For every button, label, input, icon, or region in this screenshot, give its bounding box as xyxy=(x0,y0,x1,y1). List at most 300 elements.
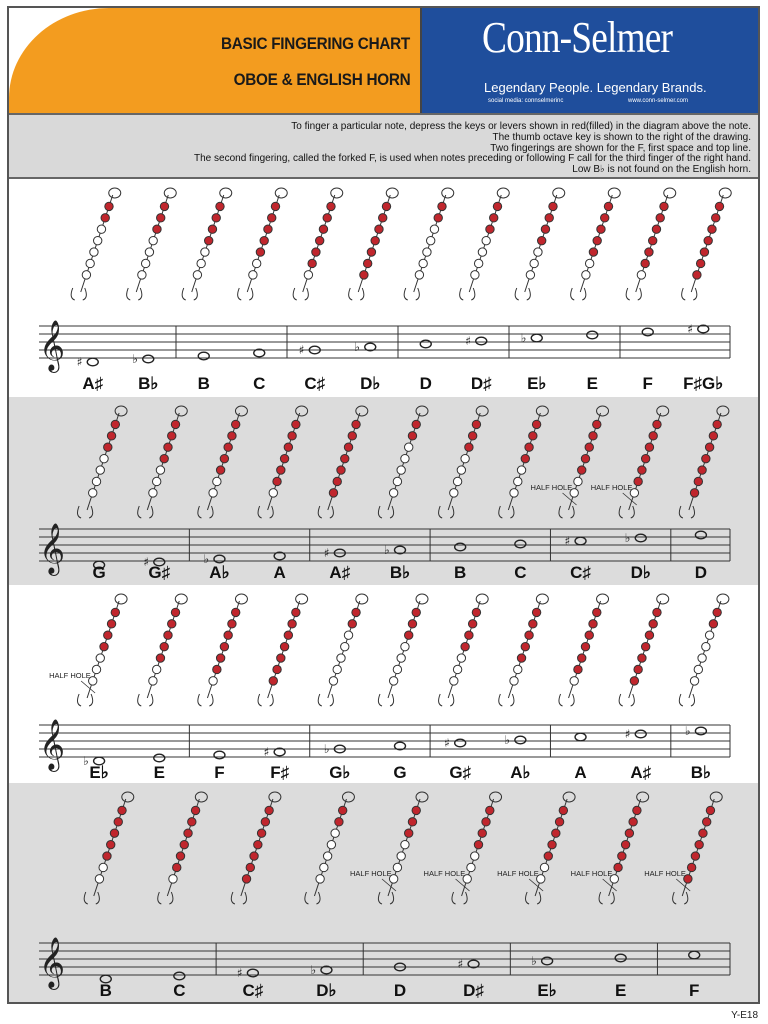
tone-hole-key xyxy=(329,677,337,685)
tone-hole-key xyxy=(690,677,698,685)
note-name-label: C xyxy=(173,981,186,1000)
pinky-lever xyxy=(673,892,677,904)
tone-hole-key xyxy=(430,225,438,233)
tone-hole-key xyxy=(641,454,649,462)
fingering-diagram xyxy=(198,594,248,706)
tone-hole-key xyxy=(514,665,522,673)
note-head xyxy=(689,951,700,959)
tone-hole-key xyxy=(209,489,217,497)
tone-hole-key xyxy=(490,214,498,222)
tone-hole-key xyxy=(327,840,335,848)
tone-hole-key xyxy=(574,477,582,485)
tone-hole-key xyxy=(152,665,160,673)
tone-hole-key xyxy=(111,608,119,616)
note-head xyxy=(575,733,586,741)
tone-hole-key xyxy=(532,608,540,616)
tone-hole-key xyxy=(379,214,387,222)
note-name-label: E♭ xyxy=(89,763,109,782)
note-name-label: B♭ xyxy=(138,374,159,393)
octave-key-icon xyxy=(553,188,565,198)
accidental-sign: ♭ xyxy=(531,954,537,968)
tone-hole-key xyxy=(111,420,119,428)
fingering-diagram xyxy=(460,188,510,300)
tone-hole-key xyxy=(468,620,476,628)
note-head xyxy=(515,736,526,744)
tone-hole-key xyxy=(450,677,458,685)
pinky-lever xyxy=(378,892,382,904)
pinky-lever xyxy=(631,694,635,706)
tone-hole-key xyxy=(393,477,401,485)
tone-hole-key xyxy=(180,840,188,848)
tone-hole-key xyxy=(482,236,490,244)
note-head xyxy=(476,337,487,345)
fingering-diagram xyxy=(559,594,609,706)
note-name-label: C♯ xyxy=(570,563,591,582)
tone-hole-key xyxy=(315,236,323,244)
octave-key-icon xyxy=(235,406,247,416)
pinky-lever xyxy=(89,506,93,518)
accidental-sign: ♯ xyxy=(76,355,83,369)
tone-hole-key xyxy=(693,271,701,279)
tone-hole-key xyxy=(405,829,413,837)
tone-hole-key xyxy=(89,489,97,497)
tone-hole-key xyxy=(228,432,236,440)
tone-hole-key xyxy=(118,806,126,814)
pinky-lever xyxy=(258,506,262,518)
tone-hole-key xyxy=(545,214,553,222)
tone-hole-key xyxy=(319,225,327,233)
note-head xyxy=(635,730,646,738)
tone-hole-key xyxy=(510,489,518,497)
octave-key-icon xyxy=(710,792,722,802)
tone-hole-key xyxy=(712,214,720,222)
pinky-lever xyxy=(249,288,253,300)
tone-hole-key xyxy=(338,806,346,814)
fingering-diagram xyxy=(499,594,549,706)
accidental-sign: ♯ xyxy=(465,334,472,348)
tone-hole-key xyxy=(103,852,111,860)
pinky-lever xyxy=(182,288,186,300)
tone-hole-key xyxy=(224,443,232,451)
pinky-lever xyxy=(464,892,468,904)
tone-hole-key xyxy=(702,454,710,462)
half-hole-label: HALF HOLE xyxy=(497,869,539,878)
octave-key-icon xyxy=(717,594,729,604)
fingering-diagram xyxy=(531,406,609,518)
note-name-label: D♭ xyxy=(316,981,337,1000)
tone-hole-key xyxy=(401,840,409,848)
tone-hole-key xyxy=(423,248,431,256)
tone-hole-key xyxy=(593,420,601,428)
note-name-label: F xyxy=(689,981,700,1000)
note-head xyxy=(575,537,586,545)
pinky-lever xyxy=(305,892,309,904)
tone-hole-key xyxy=(450,489,458,497)
treble-clef-icon: 𝄞 xyxy=(39,523,66,574)
tone-hole-key xyxy=(544,852,552,860)
octave-key-icon xyxy=(115,594,127,604)
octave-key-icon xyxy=(442,188,454,198)
tone-hole-key xyxy=(252,259,260,267)
title-panel xyxy=(9,8,422,113)
tone-hole-key xyxy=(160,202,168,210)
note-head xyxy=(695,727,706,735)
pinky-lever xyxy=(416,288,420,300)
tone-hole-key xyxy=(153,225,161,233)
octave-key-icon xyxy=(275,188,287,198)
tone-hole-key xyxy=(517,466,525,474)
pinky-lever xyxy=(611,892,615,904)
octave-key-icon xyxy=(563,792,575,802)
fingering-diagram xyxy=(138,406,188,518)
fingering-diagram xyxy=(158,792,208,904)
tone-hole-key xyxy=(645,631,653,639)
accidental-sign: ♯ xyxy=(624,727,631,741)
tone-hole-key xyxy=(625,829,633,837)
tone-hole-key xyxy=(389,489,397,497)
tone-hole-key xyxy=(397,654,405,662)
chart-subtitle: OBOE & ENGLISH HORN xyxy=(233,70,410,89)
tone-hole-key xyxy=(438,202,446,210)
tone-hole-key xyxy=(393,863,401,871)
octave-key-icon xyxy=(637,792,649,802)
note-name-label: G♯ xyxy=(449,763,472,782)
tone-hole-key xyxy=(389,677,397,685)
note-name-label: A♯ xyxy=(630,763,652,782)
fingering-row-graphic xyxy=(9,585,760,783)
tone-hole-key xyxy=(96,466,104,474)
tone-hole-key xyxy=(173,863,181,871)
note-name-label: E xyxy=(153,763,165,782)
tone-hole-key xyxy=(585,259,593,267)
note-head xyxy=(531,334,542,342)
tone-hole-key xyxy=(397,852,405,860)
tone-hole-key xyxy=(100,642,108,650)
octave-key-icon xyxy=(476,406,488,416)
tone-hole-key xyxy=(277,654,285,662)
tone-hole-key xyxy=(699,829,707,837)
tone-hole-key xyxy=(549,202,557,210)
tone-hole-key xyxy=(570,677,578,685)
tone-hole-key xyxy=(525,443,533,451)
tone-hole-key xyxy=(698,654,706,662)
octave-key-icon xyxy=(175,406,187,416)
note-head xyxy=(198,352,209,360)
fingering-diagram xyxy=(679,406,729,518)
pinky-lever xyxy=(526,892,530,904)
pinky-lever xyxy=(243,892,247,904)
tone-hole-key xyxy=(434,214,442,222)
fingering-chart-sheet xyxy=(7,6,760,1004)
fingering-row-graphic xyxy=(9,783,760,1004)
instruction-line: The thumb octave key is shown to the right of the drawing. xyxy=(492,131,751,143)
tone-hole-key xyxy=(260,236,268,244)
pinky-lever xyxy=(571,288,575,300)
tone-hole-key xyxy=(95,875,103,883)
tone-hole-key xyxy=(246,863,254,871)
accidental-sign: ♯ xyxy=(323,546,330,560)
tone-hole-key xyxy=(618,852,626,860)
octave-key-icon xyxy=(416,792,428,802)
tone-hole-key xyxy=(242,875,250,883)
treble-clef-icon: 𝄞 xyxy=(39,719,66,770)
social-handle: social media: connselmerinc xyxy=(488,98,564,104)
tone-hole-key xyxy=(649,432,657,440)
tone-hole-key xyxy=(405,443,413,451)
tone-hole-key xyxy=(191,806,199,814)
tone-hole-key xyxy=(695,840,703,848)
tone-hole-key xyxy=(585,443,593,451)
tone-hole-key xyxy=(352,420,360,428)
accidental-sign: ♯ xyxy=(687,322,694,336)
tone-hole-key xyxy=(694,477,702,485)
tone-hole-key xyxy=(457,466,465,474)
half-hole-label: HALF HOLE xyxy=(590,483,633,492)
octave-key-icon xyxy=(356,406,368,416)
tone-hole-key xyxy=(367,248,375,256)
pinky-lever xyxy=(537,892,541,904)
tone-hole-key xyxy=(212,214,220,222)
fingering-diagram xyxy=(231,792,281,904)
fingering-row-3 xyxy=(9,585,758,783)
tone-hole-key xyxy=(348,620,356,628)
octave-key-icon xyxy=(476,594,488,604)
tone-hole-key xyxy=(99,863,107,871)
tone-hole-key xyxy=(521,642,529,650)
note-name-label: D♯ xyxy=(470,374,492,393)
octave-key-icon xyxy=(342,792,354,802)
tone-hole-key xyxy=(104,631,112,639)
fingering-diagram xyxy=(127,188,177,300)
fingering-diagram xyxy=(318,406,368,518)
pinky-lever xyxy=(559,694,563,706)
octave-key-icon xyxy=(664,188,676,198)
tone-hole-key xyxy=(288,620,296,628)
fingering-diagram xyxy=(198,406,248,518)
tone-hole-key xyxy=(581,454,589,462)
tone-hole-key xyxy=(329,489,337,497)
tone-hole-key xyxy=(352,608,360,616)
note-name-label: E xyxy=(586,374,598,393)
tone-hole-key xyxy=(621,840,629,848)
tone-hole-key xyxy=(465,443,473,451)
fingering-diagram xyxy=(439,594,489,706)
half-hole-label: HALF HOLE xyxy=(644,869,686,878)
note-head xyxy=(455,543,466,551)
octave-key-icon xyxy=(657,406,669,416)
tone-hole-key xyxy=(581,642,589,650)
tone-hole-key xyxy=(702,818,710,826)
tone-hole-key xyxy=(653,608,661,616)
accidental-sign: ♯ xyxy=(298,343,305,357)
fingering-diagram xyxy=(515,188,565,300)
tone-hole-key xyxy=(397,466,405,474)
accidental-sign: ♭ xyxy=(310,963,317,977)
octave-key-icon xyxy=(386,188,398,198)
pinky-lever xyxy=(450,694,454,706)
tone-hole-key xyxy=(656,214,664,222)
tone-hole-key xyxy=(344,631,352,639)
pinky-lever xyxy=(571,694,575,706)
brand-tagline: Legendary People. Legendary Brands. xyxy=(484,80,707,95)
tone-hole-key xyxy=(261,818,269,826)
tone-hole-key xyxy=(604,202,612,210)
pinky-lever xyxy=(318,506,322,518)
tone-hole-key xyxy=(171,420,179,428)
note-head xyxy=(214,555,225,563)
note-head xyxy=(542,957,553,965)
tone-hole-key xyxy=(156,466,164,474)
tone-hole-key xyxy=(250,852,258,860)
pinky-lever xyxy=(378,694,382,706)
tone-hole-key xyxy=(280,454,288,462)
tone-hole-key xyxy=(645,443,653,451)
tone-hole-key xyxy=(327,202,335,210)
note-head xyxy=(87,358,98,366)
note-name-label: G♯ xyxy=(148,563,171,582)
tone-hole-key xyxy=(164,631,172,639)
fingering-diagram xyxy=(424,792,502,904)
pinky-lever xyxy=(127,288,131,300)
tone-hole-key xyxy=(457,654,465,662)
pinky-lever xyxy=(238,288,242,300)
tone-hole-key xyxy=(482,818,490,826)
octave-key-icon xyxy=(296,594,308,604)
pinky-lever xyxy=(84,892,88,904)
tone-hole-key xyxy=(537,236,545,244)
note-name-label: F♯ xyxy=(270,763,290,782)
tone-hole-key xyxy=(468,432,476,440)
accidental-sign: ♭ xyxy=(323,742,330,756)
tone-hole-key xyxy=(597,225,605,233)
pinky-lever xyxy=(450,506,454,518)
pinky-lever xyxy=(599,892,603,904)
tone-hole-key xyxy=(82,271,90,279)
note-name-label: B xyxy=(454,563,467,582)
tone-hole-key xyxy=(637,271,645,279)
octave-key-icon xyxy=(195,792,207,802)
tone-hole-key xyxy=(171,608,179,616)
tone-hole-key xyxy=(184,829,192,837)
note-name-label: B♭ xyxy=(389,563,411,582)
accidental-sign: ♭ xyxy=(83,754,89,768)
tone-hole-key xyxy=(493,202,501,210)
tone-hole-key xyxy=(713,608,721,616)
pinky-lever xyxy=(499,694,503,706)
tone-hole-key xyxy=(702,642,710,650)
note-name-label: C♯ xyxy=(304,374,326,393)
tone-hole-key xyxy=(529,432,537,440)
fingering-diagram xyxy=(49,594,127,706)
fingering-diagram xyxy=(626,188,676,300)
note-name-label: B xyxy=(99,981,112,1000)
pinky-lever xyxy=(349,288,353,300)
tone-hole-key xyxy=(708,225,716,233)
pinky-lever xyxy=(96,892,100,904)
pinky-lever xyxy=(330,506,334,518)
tone-hole-key xyxy=(486,806,494,814)
tone-hole-key xyxy=(634,477,642,485)
tone-hole-key xyxy=(521,454,529,462)
note-name-label: A xyxy=(273,563,286,582)
tone-hole-key xyxy=(486,225,494,233)
note-head xyxy=(615,954,626,962)
pinky-lever xyxy=(510,694,514,706)
pinky-lever xyxy=(209,506,213,518)
note-name-label: D xyxy=(694,563,708,582)
octave-key-icon xyxy=(331,188,343,198)
tone-hole-key xyxy=(630,677,638,685)
pinky-lever xyxy=(390,506,394,518)
pinky-lever xyxy=(691,694,695,706)
tone-hole-key xyxy=(652,225,660,233)
pinky-lever xyxy=(404,288,408,300)
tone-hole-key xyxy=(634,665,642,673)
fingering-diagram xyxy=(138,594,188,706)
tone-hole-key xyxy=(209,677,217,685)
note-name-label: D♭ xyxy=(630,563,651,582)
accidental-sign: ♯ xyxy=(263,745,270,759)
tone-hole-key xyxy=(224,631,232,639)
note-name-label: A♯ xyxy=(82,374,104,393)
tone-hole-key xyxy=(478,248,486,256)
pinky-lever xyxy=(149,506,153,518)
tone-hole-key xyxy=(660,202,668,210)
tone-hole-key xyxy=(691,852,699,860)
fingering-diagram xyxy=(293,188,343,300)
tone-hole-key xyxy=(578,466,586,474)
pinky-lever xyxy=(638,288,642,300)
tone-hole-key xyxy=(653,420,661,428)
note-name-label: B xyxy=(197,374,210,393)
tone-hole-key xyxy=(168,620,176,628)
tone-hole-key xyxy=(696,259,704,267)
document-code: Y-E18 xyxy=(731,1010,758,1021)
tone-hole-key xyxy=(705,631,713,639)
tone-hole-key xyxy=(145,248,153,256)
tone-hole-key xyxy=(292,420,300,428)
octave-key-icon xyxy=(597,406,609,416)
octave-key-icon xyxy=(416,406,428,416)
tone-hole-key xyxy=(415,271,423,279)
pinky-lever xyxy=(390,892,394,904)
note-name-label: F xyxy=(214,763,225,782)
note-head xyxy=(420,340,431,348)
accidental-sign: ♯ xyxy=(564,534,571,548)
tone-hole-key xyxy=(419,259,427,267)
tone-hole-key xyxy=(709,620,717,628)
tone-hole-key xyxy=(534,248,542,256)
tone-hole-key xyxy=(188,818,196,826)
tone-hole-key xyxy=(589,248,597,256)
header xyxy=(9,8,758,113)
note-head xyxy=(642,328,653,336)
tone-hole-key xyxy=(273,665,281,673)
octave-key-icon xyxy=(657,594,669,604)
tone-hole-key xyxy=(408,432,416,440)
pinky-lever xyxy=(679,506,683,518)
accidental-sign: ♯ xyxy=(457,957,464,971)
tone-hole-key xyxy=(478,829,486,837)
note-name-label: A xyxy=(574,763,587,782)
note-head xyxy=(143,355,154,363)
half-hole-label: HALF HOLE xyxy=(530,483,573,492)
tone-hole-key xyxy=(93,236,101,244)
tone-hole-key xyxy=(308,259,316,267)
note-name-label: G♭ xyxy=(329,763,351,782)
octave-key-icon xyxy=(269,792,281,802)
tone-hole-key xyxy=(687,863,695,871)
